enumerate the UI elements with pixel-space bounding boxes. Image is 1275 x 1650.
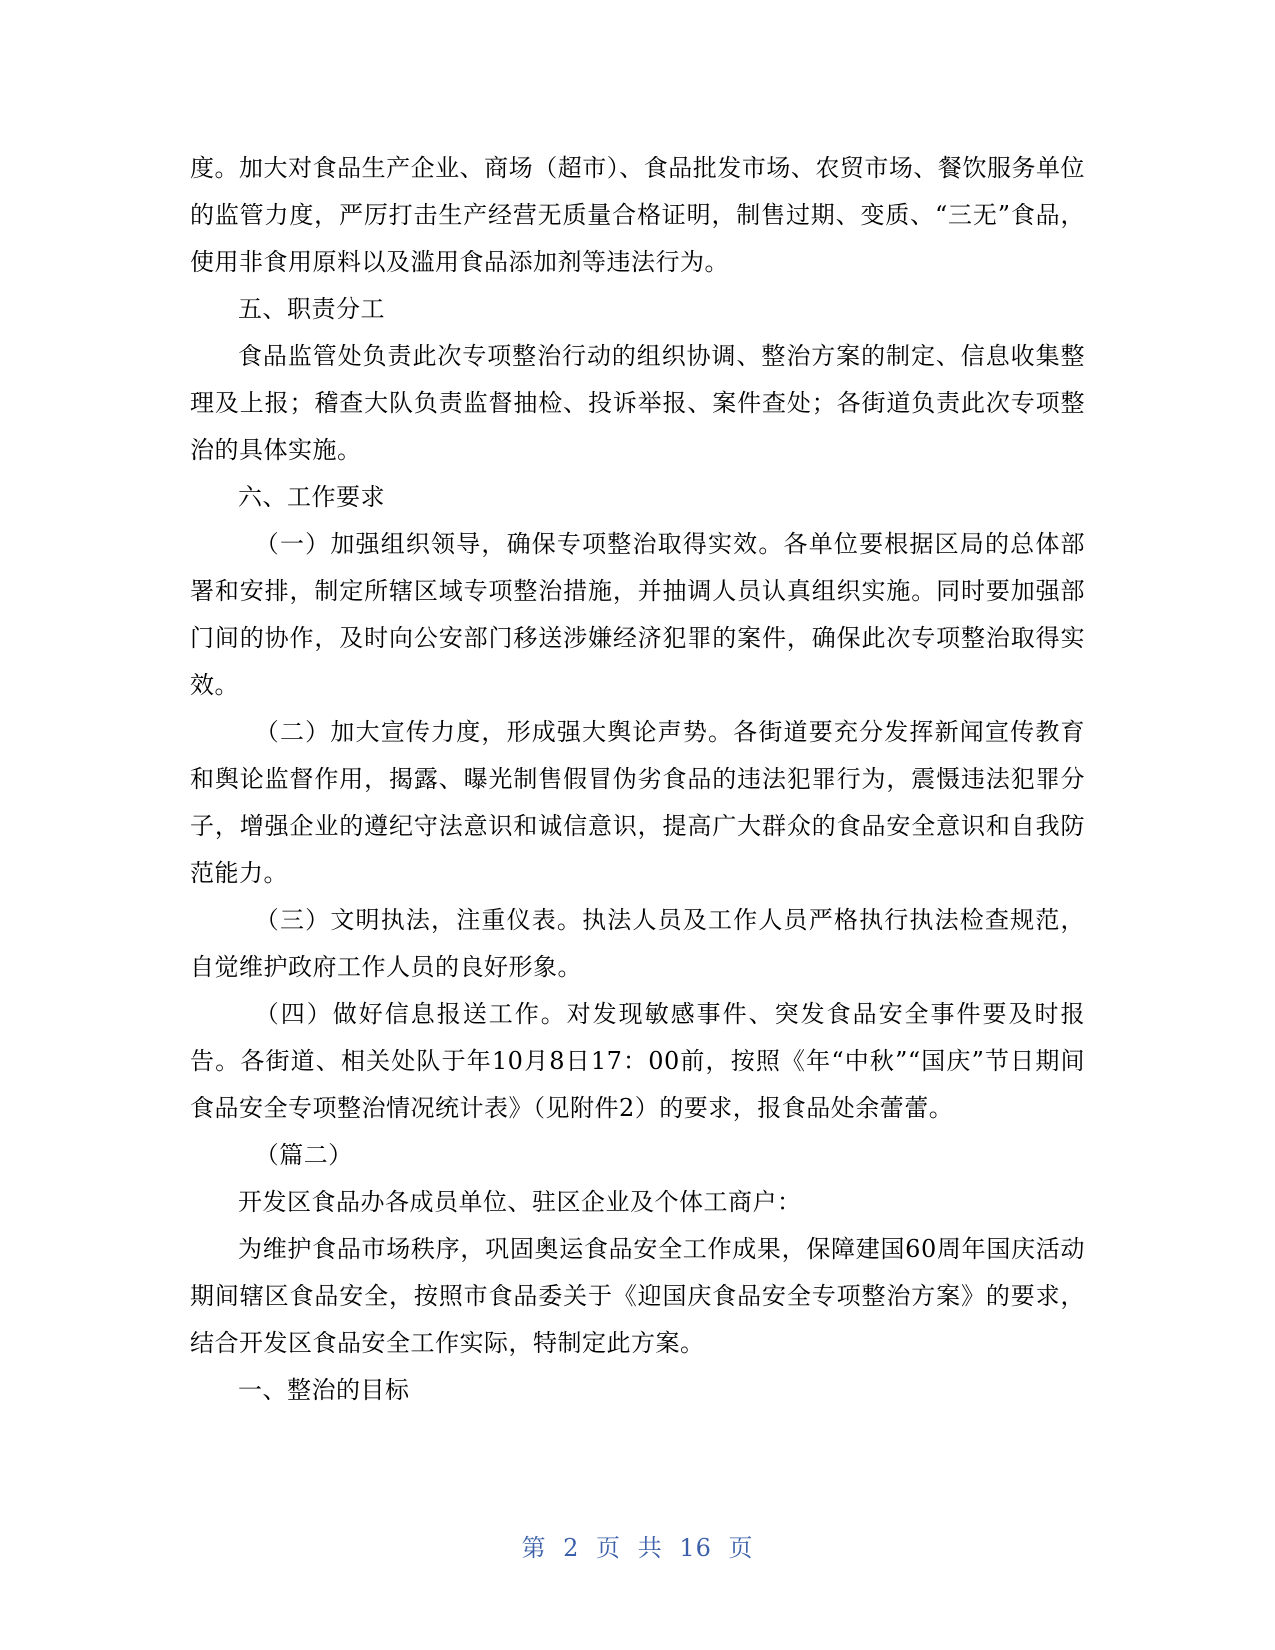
footer-suffix: 页 [728, 1534, 754, 1562]
paragraph-requirement-2: （二）加大宣传力度，形成强大舆论声势。各街道要充分发挥新闻宣传教育和舆论监督作用，揭露、曝光制售假冒伪劣食品的违法犯罪行为，震慑违法犯罪分子，增强企业的遵纪守法意识和诚信意识，提高广大群众的食品安全意识和自我防范能力。 [190, 718, 1085, 887]
page-number-footer [0, 1528, 1275, 1563]
paragraph-requirement-1: （一）加强组织领导，确保专项整治取得实效。各单位要根据区局的总体部署和安排，制定所辖区域专项整治措施，并抽调人员认真组织实施。同时要加强部门间的协作，及时向公安部门移送涉嫌经济犯罪的案件，确保此次专项整治取得实效。 [190, 530, 1085, 699]
paragraph-intro: 为维护食品市场秩序，巩固奥运食品安全工作成果，保障建国60周年国庆活动期间辖区食品安全，按照市食品委关于《迎国庆食品安全专项整治方案》的要求，结合开发区食品安全工作实际，特制定此方案。 [190, 1235, 1085, 1357]
footer-page-word: 页 [596, 1534, 622, 1562]
footer-prefix: 第 [521, 1534, 547, 1562]
section-heading-duties: 五、职责分工 [238, 295, 385, 323]
footer-total-pages: 16 [679, 1534, 712, 1562]
part-two-heading: （篇二） [254, 1141, 353, 1169]
footer-total-word: 共 [637, 1534, 663, 1562]
paragraph-continuation: 度。加大对食品生产企业、商场（超市）、食品批发市场、农贸市场、餐饮服务单位的监管力度，严厉打击生产经营无质量合格证明，制售过期、变质、“三无”食品，使用非食用原料以及滥用食品添加剂等违法行为。 [190, 154, 1085, 276]
paragraph-requirement-4: （四）做好信息报送工作。对发现敏感事件、突发食品安全事件要及时报告。各街道、相关处队于年10月8日17：00前，按照《年“中秋”“国庆”节日期间食品安全专项整治情况统计表》（见附件2）的要求，报食品处余蕾蕾。 [190, 1000, 1085, 1122]
paragraph-duties: 食品监管处负责此次专项整治行动的组织协调、整治方案的制定、信息收集整理及上报；稽查大队负责监督抽检、投诉举报、案件查处；各街道负责此次专项整治的具体实施。 [190, 342, 1085, 464]
paragraph-requirement-3: （三）文明执法，注重仪表。执法人员及工作人员严格执行执法检查规范，自觉维护政府工作人员的良好形象。 [190, 906, 1085, 981]
paragraph-addressee: 开发区食品办各成员单位、驻区企业及个体工商户： [238, 1188, 802, 1216]
section-heading-requirements: 六、工作要求 [238, 483, 385, 511]
footer-current-page: 2 [563, 1534, 580, 1562]
document-body [190, 145, 1085, 1414]
section-heading-goals: 一、整治的目标 [238, 1376, 410, 1404]
